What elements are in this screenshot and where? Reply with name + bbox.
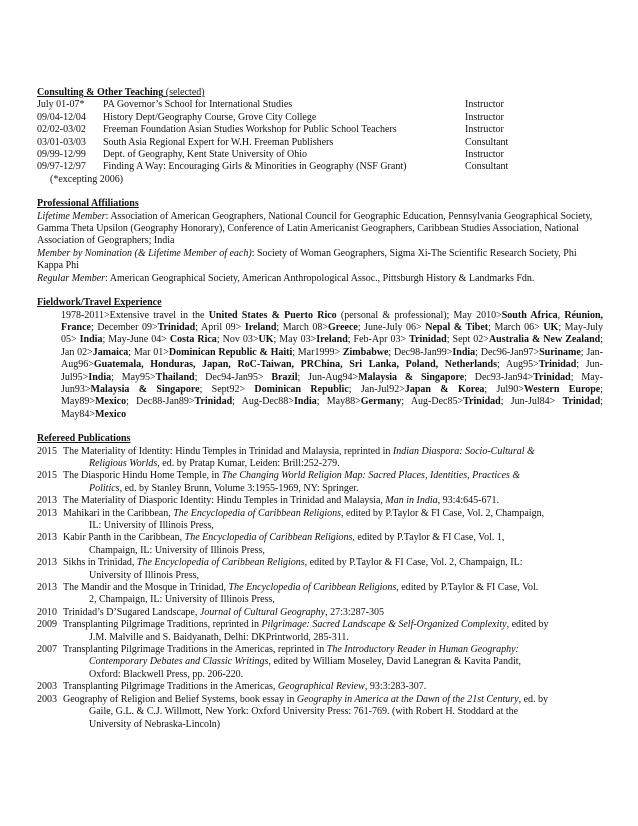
publication-line — [63, 570, 603, 582]
fieldwork-place: Réunion, France — [61, 309, 604, 333]
publication-title: Man in India — [385, 495, 438, 507]
fieldwork-place: UK — [258, 334, 274, 346]
consulting-description: History Dept/Geography Course, Grove City College — [103, 111, 317, 123]
fieldwork-place: Dominican Republic & Haiti — [168, 346, 293, 358]
publication-title: Pilgrimage: Sacred Landscape & Self-Organized Complexity — [261, 619, 507, 631]
fieldwork-place: Suriname — [539, 346, 581, 358]
consulting-row — [37, 137, 603, 149]
publication-text: , ed. by Pratap Kumar, Leiden: Brill:252-279. — [157, 457, 340, 469]
consulting-role: Instructor — [465, 99, 504, 111]
publication-title: The Encyclopedia of Caribbean Religions — [136, 557, 305, 569]
publication-title: The Encyclopedia of Caribbean Religions — [173, 507, 341, 519]
fieldwork-place: Trinidad — [463, 396, 501, 408]
fieldwork-place: Western Europe — [523, 383, 601, 395]
publication-year: 2013 — [37, 532, 57, 544]
publication-text: Champaign, IL: University of Illinois Press, — [89, 544, 265, 556]
fieldwork-text: ; June-July 06> — [357, 321, 426, 333]
consulting-description: Freeman Foundation Asian Studies Workshop for Public School Teachers — [103, 124, 397, 136]
fieldwork-text: ; Dec88-Jan89> — [126, 396, 195, 408]
publication-entry — [37, 446, 603, 471]
fieldwork-text: ; Jan-Jul92> — [348, 383, 405, 395]
publication-text: J.M. Malville and S. Baidyanath, Delhi: DKPrintworld, 285-311. — [89, 631, 349, 643]
fieldwork-place: Trinidad — [194, 396, 233, 408]
fieldwork-place: Trinidad — [562, 396, 601, 408]
publication-text: , 93:3:283-307. — [364, 681, 427, 693]
publication-year: 2013 — [37, 582, 57, 594]
fieldwork-text: ; Aug-Dec88> — [232, 396, 294, 408]
publication-entry — [37, 582, 603, 607]
publication-year: 2010 — [37, 606, 57, 618]
publication-title: Geographical Review — [277, 681, 365, 693]
fieldwork-text: ; May-July 05> — [61, 321, 603, 346]
publication-text: Transplanting Pilgrimage Traditions in the Americas, — [63, 681, 278, 693]
publication-text: , edited by P.Taylor & FI Case, Vol. 1, — [352, 532, 505, 544]
fieldwork-text: ; May-June 04> — [102, 334, 170, 346]
publication-title: Journal of Cultural Geography — [199, 606, 326, 618]
publication-line — [63, 719, 603, 731]
fieldwork-place: Thailand — [155, 371, 195, 383]
fieldwork-text: ; May88> — [316, 396, 361, 408]
publication-line — [63, 458, 603, 470]
publications-list — [37, 446, 603, 731]
fieldwork-section — [37, 297, 603, 421]
publication-text: Geography of Religion and Belief Systems, book essay in — [63, 693, 297, 705]
publication-year: 2013 — [37, 495, 57, 507]
fieldwork-place: India — [452, 346, 476, 358]
consulting-table — [37, 99, 603, 173]
publications-heading: Refereed Publications — [37, 433, 131, 445]
fieldwork-text: (personal & professional); May 2010> — [336, 309, 502, 321]
fieldwork-text: ; Jul90> — [484, 383, 524, 395]
publication-text: , 27:3:287-305 — [325, 606, 384, 618]
fieldwork-place: Germany — [360, 396, 402, 408]
fieldwork-place: Trinidad — [538, 359, 577, 371]
publication-text: Sikhs in Trinidad, — [63, 557, 137, 569]
publication-year: 2009 — [37, 619, 57, 631]
fieldwork-place: Ireland — [316, 334, 348, 346]
fieldwork-text: 1978-2011>Extensive travel in the — [61, 309, 209, 321]
publication-text: The Materiality of Diasporic Identity: Hindu Temples in Trinidad and Malaysia, — [63, 495, 386, 507]
publication-title: The Encyclopedia of Caribbean Religions — [184, 532, 353, 544]
consulting-description: South Asia Regional Expert for W.H. Freeman Publishers — [103, 136, 334, 148]
fieldwork-place: India — [293, 396, 317, 408]
publication-text: , edited by — [506, 619, 549, 631]
publication-text: , ed. by — [518, 693, 549, 705]
consulting-date: 09/04-12/04 — [37, 111, 86, 123]
publication-text: Transplanting Pilgrimage Traditions, reprinted in — [63, 619, 262, 631]
publication-text: , ed. by Stanley Brunn, Volume 3:1955-1969, NY: Springer. — [119, 482, 359, 494]
consulting-row — [37, 112, 603, 124]
consulting-description: PA Governor’s School for International Studies — [103, 99, 293, 111]
publication-year: 2003 — [37, 693, 57, 705]
publication-line — [63, 644, 603, 656]
publication-text: , 93:4:645-671. — [437, 495, 500, 507]
publication-text: , edited by P.Taylor & FI Case, Vol. 2, Champaign, — [341, 507, 545, 519]
publication-line — [63, 607, 603, 619]
fieldwork-place: Guatemala, Honduras, Japan, RoC-Taiwan, PRChina, Sri Lanka, Poland, Netherlands — [93, 359, 498, 371]
publication-text: , edited by William Moseley, David Lanegran & Kavita Pandit, — [268, 656, 522, 668]
fieldwork-text: ; Nov 03> — [216, 334, 259, 346]
publication-entry — [37, 532, 603, 557]
fieldwork-text: ; March 08> — [276, 321, 329, 333]
consulting-role: Consultant — [465, 161, 509, 173]
fieldwork-text: ; May-Jun93> — [61, 371, 603, 395]
publication-text: , edited by P.Taylor & FI Case, Vol. — [396, 582, 539, 594]
consulting-heading: Consulting & Other Teaching (selected) — [37, 87, 205, 98]
publication-title: The Encyclopedia of Caribbean Religions — [228, 582, 397, 594]
fieldwork-text: ; Dec96-Jan97> — [475, 346, 540, 358]
publication-title: Religious Worlds — [89, 457, 158, 469]
consulting-section — [37, 87, 603, 186]
publication-title: The Introductory Reader in Human Geography: — [326, 644, 519, 656]
fieldwork-place: India — [88, 371, 112, 383]
publication-line — [63, 483, 603, 495]
publication-line — [63, 495, 603, 507]
consulting-date: 09/99-12/99 — [37, 149, 86, 161]
publication-line — [63, 470, 603, 482]
publication-text: , edited by P.Taylor & FI Case, Vol. 2, Champaign, IL: — [304, 557, 523, 569]
publication-line — [63, 694, 603, 706]
fieldwork-text: , — [557, 309, 565, 321]
consulting-selected-note: (selected) — [165, 87, 205, 98]
fieldwork-place: Malaysia & Singapore — [358, 371, 465, 383]
publication-entry — [37, 681, 603, 693]
fieldwork-text: ; Jan-Aug96> — [61, 346, 604, 371]
fieldwork-text: ; Mar1999> — [292, 346, 343, 358]
consulting-role: Instructor — [465, 124, 504, 136]
fieldwork-text: ; May84> — [61, 396, 603, 420]
publication-entry — [37, 495, 603, 507]
fieldwork-place: United States & Puerto Rico — [208, 309, 337, 321]
cv-page — [37, 87, 603, 731]
publication-line — [63, 545, 603, 557]
consulting-description: Finding A Way: Encouraging Girls & Minorities in Geography (NSF Grant) — [103, 161, 407, 173]
publication-title: Geography in America at the Dawn of the 21st Century — [296, 693, 519, 705]
publications-section — [37, 433, 603, 731]
publication-text: Kabir Panth in the Caribbean, — [63, 532, 185, 544]
fieldwork-text: ; December 09> — [91, 321, 158, 333]
publication-year: 2015 — [37, 470, 57, 482]
fieldwork-text: ; Jun-Aug94> — [297, 371, 359, 383]
fieldwork-place: Ireland — [244, 321, 277, 333]
fieldwork-place: Australia & New Zealand — [488, 334, 601, 346]
publication-line — [63, 446, 603, 458]
consulting-row — [37, 149, 603, 161]
publication-entry — [37, 508, 603, 533]
fieldwork-place: Costa Rica — [169, 334, 217, 346]
fieldwork-place: Jamaica — [92, 346, 129, 358]
fieldwork-place: Mexico — [94, 396, 127, 408]
fieldwork-place: Greece — [328, 321, 358, 333]
publication-title: Indian Diaspora: Socio-Cultural & — [392, 445, 535, 457]
consulting-date: 09/97-12/97 — [37, 161, 86, 173]
fieldwork-text: ; Jan 02> — [61, 334, 603, 358]
fieldwork-text: ; Dec94-Jan95> — [194, 371, 272, 383]
fieldwork-text: ; March 06> — [488, 321, 544, 333]
fieldwork-text: ; Mar 01> — [128, 346, 169, 358]
affiliations-section — [37, 198, 603, 285]
fieldwork-paragraph — [37, 310, 603, 422]
publication-text: University of Illinois Press, — [89, 569, 199, 581]
consulting-role: Consultant — [465, 136, 509, 148]
publication-text: The Mandir and the Mosque in Trinidad, — [63, 582, 229, 594]
fieldwork-text: ; Jun-Jul84> — [500, 396, 563, 408]
publication-line — [63, 508, 603, 520]
publication-text: Gaile, G.L. & C.J. Willmott, New York: Oxford University Press: 761-769. (with Robert H. Stoddard at the — [89, 706, 519, 718]
publication-year: 2007 — [37, 644, 57, 656]
fieldwork-heading: Fieldwork/Travel Experience — [37, 297, 162, 309]
fieldwork-text: ; Dec93-Jan94> — [464, 371, 534, 383]
publication-text: IL: University of Illinois Press, — [89, 520, 214, 531]
publication-line — [63, 656, 603, 668]
consulting-row — [37, 99, 603, 111]
consulting-date: 03/01-03/03 — [37, 136, 86, 148]
affiliations-heading: Professional Affiliations — [37, 198, 139, 210]
publication-line — [63, 619, 603, 631]
publication-text: 2, Champaign, IL: University of Illinois Press, — [89, 594, 275, 606]
publication-title: Politics — [89, 482, 120, 494]
publication-entry — [37, 607, 603, 619]
fieldwork-place: Trinidad — [533, 371, 571, 383]
consulting-role: Instructor — [465, 149, 504, 161]
publication-line — [63, 681, 603, 693]
publication-text: The Diasporic Hindu Home Temple, in — [63, 470, 222, 482]
fieldwork-place: Dominican Republic — [254, 383, 349, 395]
fieldwork-place: UK — [543, 321, 559, 333]
fieldwork-text: ; Aug-Dec85> — [401, 396, 464, 408]
publication-line — [63, 582, 603, 594]
fieldwork-text: ; Feb-Apr 03> — [347, 334, 410, 346]
fieldwork-place: Nepal & Tibet — [425, 321, 489, 333]
consulting-role: Instructor — [465, 111, 504, 123]
fieldwork-text: ; Sept 02> — [446, 334, 489, 346]
fieldwork-place: Trinidad — [157, 321, 196, 333]
publication-year: 2003 — [37, 681, 57, 693]
publication-entry — [37, 619, 603, 644]
consulting-footnote: (*excepting 2006) — [50, 173, 124, 185]
publication-title: The Changing World Religion Map: Sacred Places, Identities, Practices & — [221, 470, 521, 482]
publication-line — [63, 632, 603, 644]
publication-text: The Materiality of Identity: Hindu Temples in Trinidad and Malaysia, reprinted in — [63, 445, 393, 457]
publication-year: 2015 — [37, 445, 57, 457]
affiliation-regular: Regular Member: American Geographical Society, American Anthropological Assoc., Pittsburgh History & Landmarks Fdn. — [37, 272, 535, 284]
consulting-description: Dept. of Geography, Kent State University of Ohio — [103, 149, 308, 161]
fieldwork-text: ; Dec98-Jan99> — [388, 346, 453, 358]
publication-text: University of Nebraska-Lincoln) — [89, 718, 221, 730]
consulting-row — [37, 124, 603, 136]
publication-entry — [37, 694, 603, 731]
fieldwork-text: ; Jun-Jul95> — [61, 359, 604, 383]
fieldwork-text: ; May 03> — [273, 334, 317, 346]
publication-year: 2013 — [37, 507, 57, 519]
fieldwork-text: ; Sept92> — [199, 383, 255, 395]
publication-line — [63, 594, 603, 606]
affiliation-nomination: Member by Nomination (& Lifetime Member of each): Society of Woman Geographers, Sigma Xi-The Scientific Research Society, Phi Kappa Phi — [37, 247, 577, 272]
publication-title: Contemporary Debates and Classic Writings — [89, 656, 269, 668]
consulting-date: July 01-07* — [37, 99, 85, 111]
publication-year: 2013 — [37, 557, 57, 569]
affiliation-lifetime: Lifetime Member: Association of American Geographers, National Council for Geographic Education, Pennsylvania Geographical Society, Gamma Theta Upsilon (Geography Honorary), Conference of Latin Americanist Geographers, Caribbean Studies Association, National Association of Geographers; India — [37, 210, 593, 247]
publication-text: Oxford: Blackwell Press, pp. 206-220. — [89, 668, 244, 680]
fieldwork-text: ; Aug95> — [497, 359, 539, 371]
publication-line — [63, 706, 603, 718]
consulting-date: 02/02-03/02 — [37, 124, 86, 136]
consulting-row — [37, 161, 603, 173]
publication-entry — [37, 557, 603, 582]
publication-text: Mahikari in the Caribbean, — [63, 507, 174, 519]
fieldwork-place: Zimbabwe — [342, 346, 389, 358]
publication-entry — [37, 644, 603, 681]
fieldwork-place: Japan & Korea — [404, 383, 485, 395]
fieldwork-place: Trinidad — [409, 334, 447, 346]
fieldwork-text: ; April 09> — [195, 321, 245, 333]
publication-line — [63, 557, 603, 569]
publication-entry — [37, 470, 603, 495]
publication-line — [63, 532, 603, 544]
fieldwork-place: Malaysia & Singapore — [90, 383, 200, 395]
fieldwork-place: India — [79, 334, 103, 346]
publication-text: Transplanting Pilgrimage Traditions in the Americas, reprinted in — [63, 644, 327, 656]
publication-line — [63, 520, 603, 532]
fieldwork-text: ; May89> — [61, 383, 603, 408]
publication-text: Trinidad’s D’Sugared Landscape, — [63, 606, 200, 618]
fieldwork-place: Brazil — [271, 371, 298, 383]
fieldwork-place: South Africa — [501, 309, 558, 321]
publication-line — [63, 669, 603, 681]
fieldwork-text: ; May95> — [111, 371, 156, 383]
fieldwork-place: Mexico — [94, 408, 127, 420]
